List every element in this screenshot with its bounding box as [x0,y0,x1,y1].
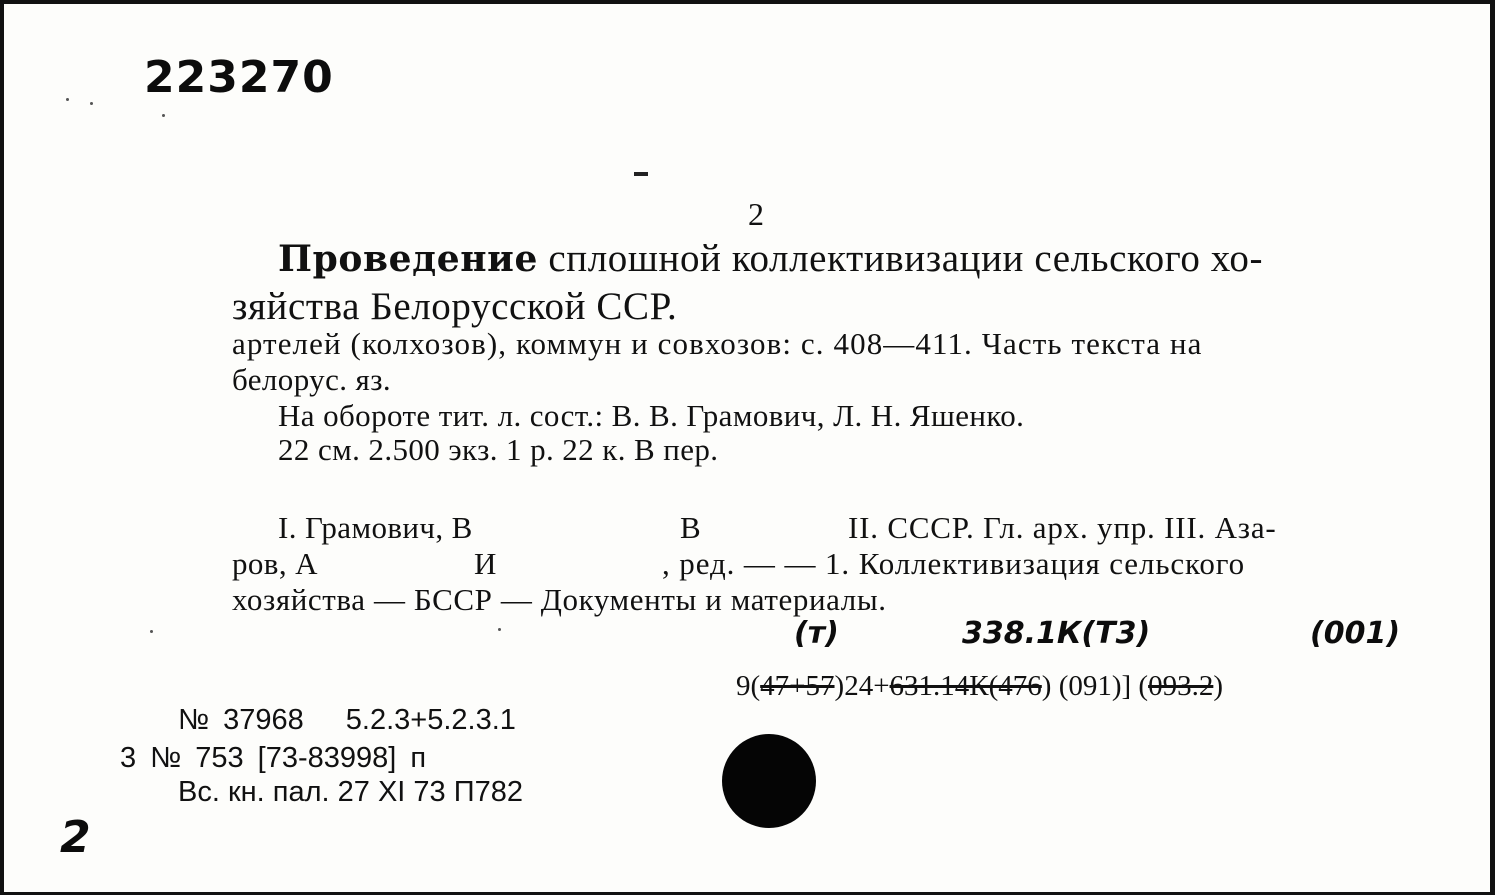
accession-line-3: Вс. кн. пал. 27 XI 73 П782 [178,776,523,808]
speck [162,114,165,117]
handwritten-class-1: (т) [794,616,839,651]
acc1-label: № [178,704,210,736]
entry-line-2-a: ров, А [232,546,318,581]
handwritten-class-2: 338.1К(Т3) [962,616,1151,651]
acc1-number: 37968 [223,704,304,736]
acc2-number: 753 [195,742,244,774]
entry-line-1-c: II. СССР. Гл. арх. упр. III. Аза- [848,510,1277,545]
entry-line-2-c: , ред. — — 1. Коллективизация сельского [662,546,1246,581]
note-line-2: белорус. яз. [232,362,391,397]
class-struck-3: 093.2 [1148,670,1214,702]
punch-hole [722,734,816,828]
acc2-prefix: 3 [120,742,137,774]
handwritten-corner-number: 2 [60,812,91,863]
entry-line-2-b: И [474,546,497,581]
note-line-1: артелей (колхозов), коммун и совхозов: с. 408—411. Часть текста на [232,326,1203,361]
speck [150,630,153,633]
class-struck-1: 47+57 [760,670,835,702]
class-end: ) [1213,670,1224,702]
title-lead-word: Проведение [278,238,538,280]
accession-line-2 [120,742,426,775]
speck [498,628,501,631]
volume-number: 2 [748,196,764,232]
acc1-code: 5.2.3+5.2.3.1 [345,704,516,736]
title-rest: сплошной коллективизации сельского хо- [548,237,1264,280]
entry-line-1-b: В [680,510,702,545]
acc2-code: [73-83998] [257,742,397,774]
inventory-number: 223270 [144,52,334,103]
speck [90,102,93,105]
speck [66,98,69,101]
class-after: ) (091)] ( [1041,670,1149,702]
class-mid: )24+ [834,670,890,702]
note-line-4: 22 см. 2.500 экз. 1 р. 22 к. В пер. [278,432,719,467]
ink-mark [634,172,648,176]
title-line-2: зяйства Белорусской ССР. [232,285,678,328]
title-line-1 [278,236,1263,281]
handwritten-class-3: (001) [1310,616,1401,651]
acc2-label: № [150,742,182,774]
class-struck-2: 631.14К(476 [889,670,1042,702]
note-line-3: На обороте тит. л. сост.: В. В. Грамович, Л. Н. Яшенко. [278,398,1025,433]
classification-code [736,670,1223,703]
entry-line-3: хозяйства — БССР — Документы и материалы. [232,582,887,617]
entry-line-1-a: I. Грамович, В [278,510,473,545]
class-prefix: 9( [736,670,761,702]
accession-line-1 [178,704,516,737]
acc2-suffix: п [410,742,427,774]
